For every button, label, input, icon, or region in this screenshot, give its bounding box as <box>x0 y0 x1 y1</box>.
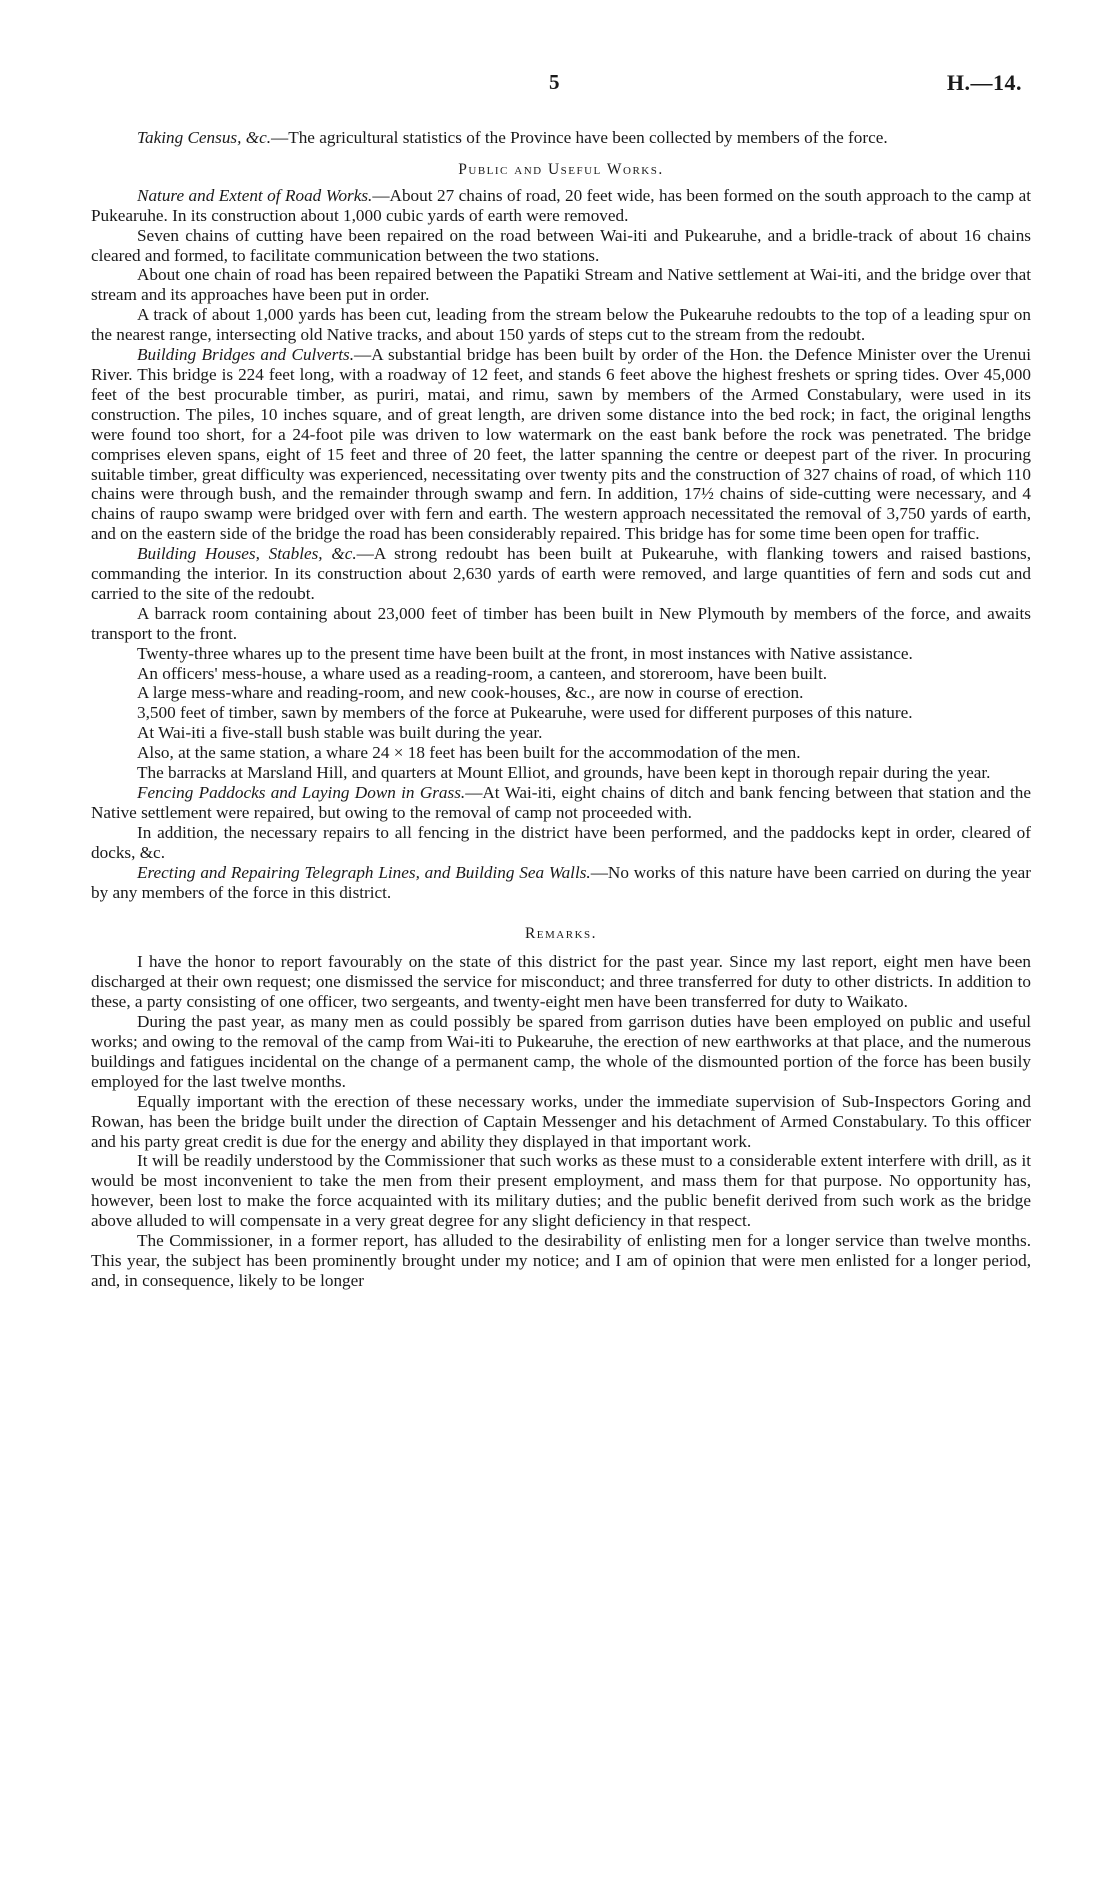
paragraph: A barrack room containing about 23,000 feet of timber has been built in New Plymouth by members of the force, and awaits transport to the front. <box>91 603 1031 643</box>
paragraph-houses-stables <box>91 544 1031 604</box>
body-text <box>91 128 1031 1291</box>
page-header <box>0 70 1114 100</box>
paragraph-text: —At Wai-iti, eight chains of ditch and bank fencing between that station and the Native settlement were repaired, but owing to the removal of camp not proceeded with. <box>91 783 1031 822</box>
paragraph: I have the honor to report favourably on the state of this district for the past year. Since my last report, eight men have been discharged at their own request; one dismissed the service for misconduct; and three transferred for duty to other districts. In addition to these, a party consisting of one officer, two sergeants, and twenty-eight men have been transferred for duty to Waikato. <box>91 952 1031 1012</box>
paragraph-telegraph-sea-walls <box>91 863 1031 903</box>
paragraph: An officers' mess-house, a whare used as a reading-room, a canteen, and storeroom, have been built. <box>137 663 828 683</box>
paragraph-lead: Nature and Extent of Road Works. <box>137 185 373 205</box>
paragraph: Equally important with the erection of these necessary works, under the immediate supervision of Sub-Inspectors Goring and Rowan, has been the bridge built under the direction of Captain Messenger and his detachment of Armed Constabulary. To this officer and his party great credit is due for the energy and ability they displayed in that important work. <box>91 1091 1031 1151</box>
paragraph-road-works <box>91 186 1031 226</box>
paragraph-text: —A strong redoubt has been built at Pukearuhe, with flanking towers and raised bastions, commanding the interior. In its construction about 2,630 yards of earth were removed, and large quantities of fern and sods cut and carried to the site of the redoubt. <box>91 544 1032 603</box>
paragraph-text: —About 27 chains of road, 20 feet wide, has been formed on the south approach to the camp at Pukearuhe. In its construction about 1,000 cubic yards of earth were removed. <box>91 185 1032 225</box>
paragraph: It will be readily understood by the Commissioner that such works as these must to a considerable extent interfere with drill, as it would be most inconvenient to take the men from their present employment, and mass them for that purpose. No opportunity has, however, been lost to make the force acquainted with its military duties; and the public benefit derived from such work as the bridge above alluded to will compensate in a very great degree for any slight deficiency in that respect. <box>91 1151 1031 1231</box>
paragraph-lead: Taking Census, &c. <box>137 128 272 147</box>
paragraph: About one chain of road has been repaired between the Papatiki Stream and Native settlement at Wai-iti, and the bridge over that stream and its approaches have been put in order. <box>91 265 1031 305</box>
paragraph: The Commissioner, in a former report, has alluded to the desirability of enlisting men for a longer service than twelve months. This year, the subject has been prominently brought under my notice; and I am of opinion that were men enlisted for a longer period, and, in consequence, likely to be longer <box>91 1231 1031 1290</box>
document-reference: H.—14. <box>946 70 1022 95</box>
paragraph: Twenty-three whares up to the present time have been built at the front, in most instances with Native assistance. <box>137 643 913 663</box>
paragraph: Seven chains of cutting have been repaired on the road between Wai-iti and Pukearuhe, and a bridle-track of about 16 chains cleared and formed, to facilitate communication between the two stations. <box>91 225 1031 265</box>
paragraph-lead: Building Houses, Stables, &c. <box>137 544 357 564</box>
paragraph: 3,500 feet of timber, sawn by members of the force at Pukearuhe, were used for different purposes of this nature. <box>137 703 913 723</box>
paragraph-text: —No works of this nature have been carried on during the year by any members of the force in this district. <box>91 862 1031 902</box>
paragraph-taking-census <box>91 128 1031 148</box>
paragraph-text: —A substantial bridge has been built by order of the Hon. the Defence Minister over the Urenui River. This bridge is 224 feet long, with a roadway of 12 feet, and stands 6 feet above the highest freshets or spring tides. Over 45,000 feet of the best procurable timber, as puriri, matai, and rimu, sawn by members of the Armed Constabulary, were used in its construction. The piles, 10 inches square, and of great length, are driven some distance into the bed rock; in fact, the original lengths were found too short, for a 24-foot pile was driven to low watermark on the east bank before the rock was penetrated. The bridge comprises eleven spans, eight of 15 feet and three of 20 feet, the latter spanning the centre or deepest part of the river. In procuring suitable timber, great difficulty was experienced, necessitating over twenty pits and the construction of 327 chains of road, of which 110 chains were through bush, and the remainder through swamp and fern. In addition, 17½ chains of side-cutting were necessary, and 4 chains of raupo swamp were bridged over with fern and earth. The western approach necessitated the removal of 3,750 yards of earth, and on the eastern side of the bridge the road has been considerably repaired. This bridge has for some time been open for traffic. <box>91 345 1031 544</box>
paragraph: In addition, the necessary repairs to all fencing in the district have been performed, and the paddocks kept in order, cleared of docks, &c. <box>91 822 1031 862</box>
paragraph: At Wai-iti a five-stall bush stable was built during the year. <box>137 723 543 743</box>
paragraph: Also, at the same station, a whare 24 × 18 feet has been built for the accommodation of the men. <box>137 743 801 763</box>
paragraph: The barracks at Marsland Hill, and quarters at Mount Elliot, and grounds, have been kept in thorough repair during the year. <box>137 763 991 783</box>
paragraph-lead: Fencing Paddocks and Laying Down in Grass. <box>137 783 466 802</box>
paragraph-lead: Erecting and Repairing Telegraph Lines, and Building Sea Walls. <box>137 862 591 882</box>
paragraph: A track of about 1,000 yards has been cut, leading from the stream below the Pukearuhe redoubts to the top of a leading spur on the nearest range, intersecting old Native tracks, and about 150 yards of steps cut to the stream from the redoubt. <box>91 305 1031 345</box>
section-heading-remarks: Remarks. <box>524 925 598 943</box>
paragraph: During the past year, as many men as could possibly be spared from garrison duties have been employed on public and useful works; and owing to the removal of the camp from Wai-iti to Pukearuhe, the erection of new earthworks at that place, and the numerous buildings and fatigues incidental on the change of a permanent camp, the whole of the dismounted portion of the force has been busily employed for the last twelve months. <box>91 1012 1031 1091</box>
paragraph-bridges-culverts <box>91 345 1031 544</box>
section-heading-public-works: Public and Useful Works. <box>458 160 664 178</box>
paragraph-text: —The agricultural statistics of the Province have been collected by members of the force. <box>271 128 888 147</box>
paragraph-lead: Building Bridges and Culverts. <box>137 345 355 365</box>
paragraph-fencing-paddocks <box>91 783 1031 823</box>
page-number: 5 <box>549 70 560 94</box>
paragraph: A large mess-whare and reading-room, and new cook-houses, &c., are now in course of erection. <box>137 683 804 703</box>
